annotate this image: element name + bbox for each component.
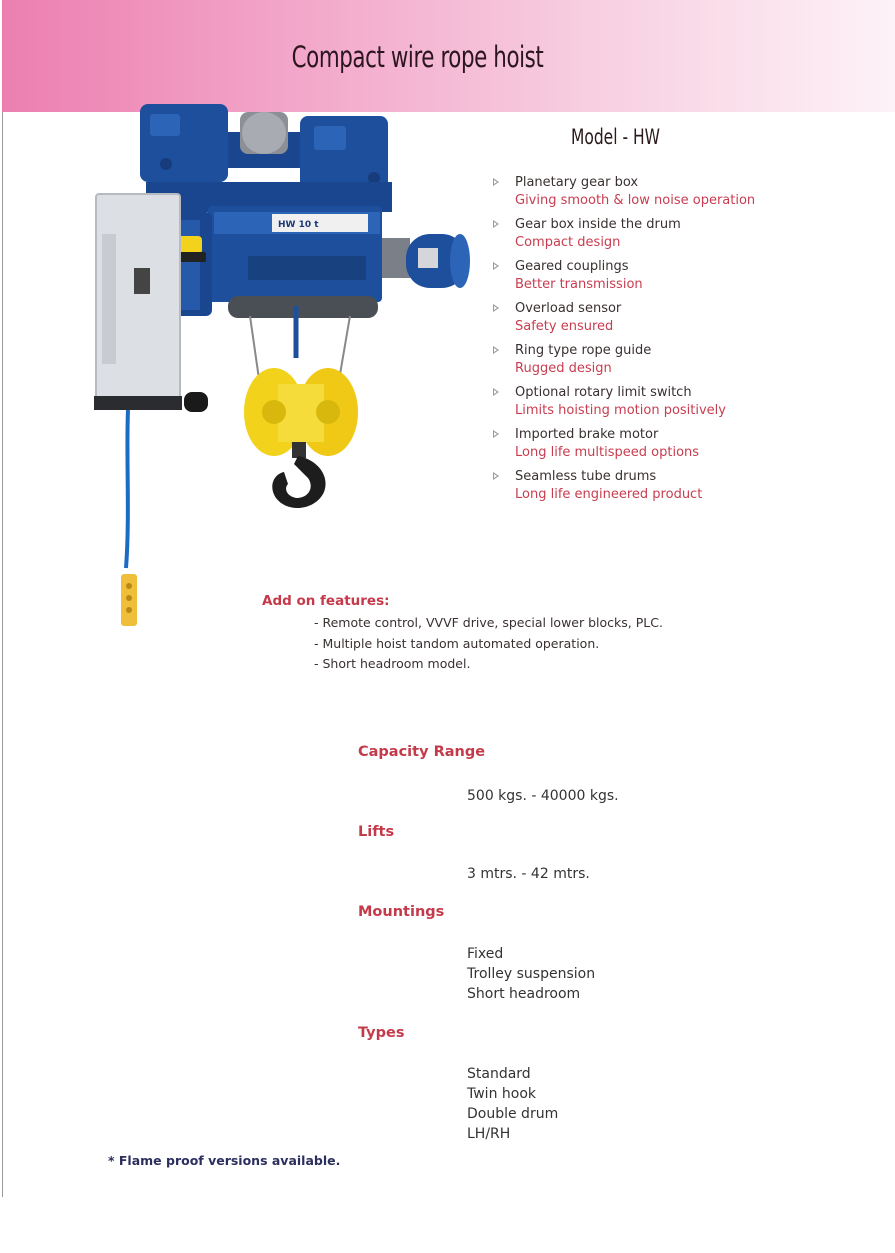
feature-item: [493, 258, 873, 300]
feature-description: Rugged design: [515, 361, 612, 376]
feature-item: [493, 216, 873, 258]
capacity-value: 500 kgs. - 40000 kgs.: [467, 788, 619, 804]
triangle-bullet-icon: [493, 388, 499, 396]
feature-description: Better transmission: [515, 277, 643, 292]
addon-list: [314, 613, 663, 675]
feature-description: Safety ensured: [515, 319, 614, 334]
types-values: [467, 1064, 558, 1144]
triangle-bullet-icon: [493, 472, 499, 480]
type-value: Standard: [467, 1066, 531, 1082]
mountings-values: [467, 944, 595, 1004]
feature-item: [493, 174, 873, 216]
type-value: LH/RH: [467, 1126, 511, 1142]
feature-description: Compact design: [515, 235, 621, 250]
addon-heading: Add on features:: [262, 593, 390, 609]
feature-description: Limits hoisting motion positively: [515, 403, 726, 418]
feature-list: [493, 174, 873, 510]
footnote: * Flame proof versions available.: [108, 1153, 341, 1168]
capacity-heading: Capacity Range: [358, 744, 486, 760]
feature-title: Gear box inside the drum: [515, 217, 681, 232]
triangle-bullet-icon: [493, 262, 499, 270]
feature-item: [493, 384, 873, 426]
feature-description: Long life engineered product: [515, 487, 703, 502]
feature-title: Ring type rope guide: [515, 343, 652, 358]
addon-item: - Multiple hoist tandom automated operation.: [314, 635, 600, 651]
lifts-heading: Lifts: [358, 824, 395, 840]
feature-item: [493, 342, 873, 384]
hoist-nameplate: HW 10 t: [278, 220, 319, 230]
feature-item: [493, 468, 873, 510]
type-value: Twin hook: [467, 1086, 537, 1102]
feature-description: Giving smooth & low noise operation: [515, 193, 756, 208]
addon-item: - Remote control, VVVF drive, special lower blocks, PLC.: [314, 615, 663, 630]
wire-rope-hoist-photo: [88, 96, 488, 636]
addon-item: - Short headroom model.: [314, 656, 471, 671]
capacity-values: [467, 786, 619, 806]
lifts-value: 3 mtrs. - 42 mtrs.: [467, 866, 590, 882]
mounting-value: Short headroom: [467, 986, 581, 1002]
model-title: Model - HW: [571, 125, 660, 149]
feature-item: [493, 300, 873, 342]
triangle-bullet-icon: [493, 178, 499, 186]
triangle-bullet-icon: [493, 430, 499, 438]
feature-title: Overload sensor: [515, 301, 622, 316]
triangle-bullet-icon: [493, 220, 499, 228]
feature-title: Seamless tube drums: [515, 469, 657, 484]
lifts-values: [467, 864, 590, 884]
types-heading: Types: [358, 1025, 405, 1041]
feature-title: Planetary gear box: [515, 175, 639, 190]
page-left-rule: [2, 112, 3, 1197]
feature-title: Geared couplings: [515, 259, 629, 274]
triangle-bullet-icon: [493, 346, 499, 354]
mounting-value: Trolley suspension: [467, 966, 596, 982]
feature-title: Imported brake motor: [515, 427, 659, 442]
feature-item: [493, 426, 873, 468]
mountings-heading: Mountings: [358, 904, 445, 920]
mounting-value: Fixed: [467, 946, 504, 962]
feature-title: Optional rotary limit switch: [515, 385, 692, 400]
feature-description: Long life multispeed options: [515, 445, 700, 460]
type-value: Double drum: [467, 1106, 559, 1122]
triangle-bullet-icon: [493, 304, 499, 312]
page-title: Compact wire rope hoist: [291, 40, 544, 74]
